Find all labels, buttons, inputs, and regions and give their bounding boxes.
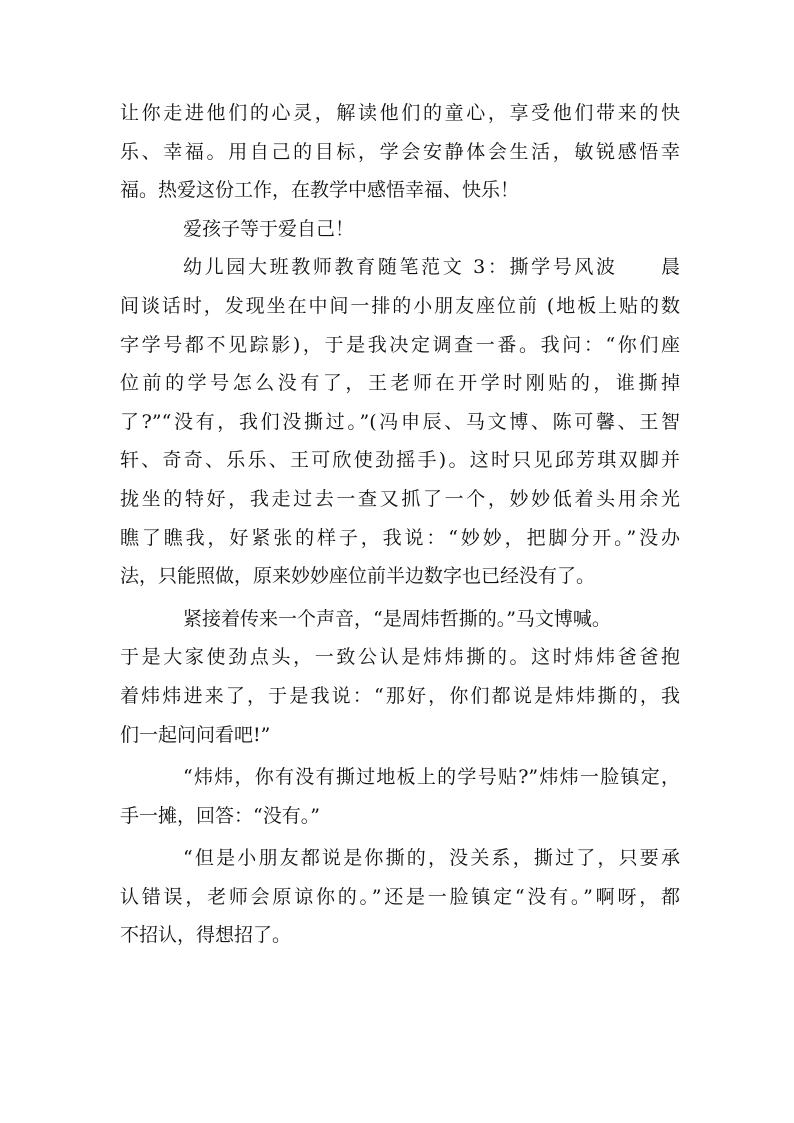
text-line: 间谈话时，发现坐在中间一排的小朋友座位前 (地板上贴的数 — [120, 294, 680, 317]
paragraph-essay-three — [120, 248, 680, 595]
text-line: 位前的学号怎么没有了，王老师在开学时刚贴的，谁撕掉 — [120, 372, 680, 395]
text-line: 手一摊，回答：“没有。” — [120, 804, 320, 827]
text-line: 福。热爱这份工作，在教学中感悟幸福、快乐！ — [120, 179, 520, 202]
text-line: 不招认，得想招了。 — [120, 924, 292, 947]
text-line: 字学号都不见踪影)，于是我决定调查一番。我问：“你们座 — [120, 333, 680, 356]
text-line: 于是大家使劲点头，一致公认是炜炜撕的。这时炜炜爸爸抱 — [120, 646, 680, 669]
text-line: “炜炜，你有没有撕过地板上的学号贴?”炜炜一脸镇定， — [183, 766, 680, 789]
text-line: 幼儿园大班教师教育随笔范文 3：撕学号风波 晨 — [183, 256, 680, 279]
text-line: “但是小朋友都说是你撕的，没关系，撕过了，只要承 — [183, 847, 680, 870]
text-line: 们一起问问看吧!” — [120, 723, 271, 746]
text-line: 紧接着传来一个声音，“是周炜哲撕的。”马文博喊。 — [183, 607, 611, 630]
text-line: 乐、幸福。用自己的目标，学会安静体会生活，敏锐感悟幸 — [120, 140, 680, 163]
paragraph-question — [120, 758, 680, 835]
text-line: 让你走进他们的心灵，解读他们的童心，享受他们带来的快 — [120, 102, 680, 124]
paragraph-zhou-weizhe — [120, 600, 680, 754]
text-line: 爱孩子等于爱自己！ — [183, 217, 355, 240]
paragraph-love-children — [120, 210, 680, 249]
document-body — [120, 94, 680, 955]
text-line: 着炜炜进来了，于是我说：“那好，你们都说是炜炜撕的，我 — [120, 684, 680, 707]
text-line: 瞧了瞧我，好紧张的样子，我说：“妙妙，把脚分开。”没办 — [120, 526, 680, 549]
paragraph-admit — [120, 839, 680, 955]
paragraph-continuation — [120, 94, 680, 210]
text-line: 认错误，老师会原谅你的。”还是一脸镇定“没有。”啊呀，都 — [120, 885, 680, 908]
text-line: 轩、奇奇、乐乐、王可欣使劲摇手)。这时只见邱芳琪双脚并 — [120, 449, 680, 472]
text-line: 拢坐的特好，我走过去一查又抓了一个，妙妙低着头用余光 — [120, 487, 680, 510]
text-line: 了?”“没有，我们没撕过。”(冯申辰、马文博、陈可馨、王智 — [120, 410, 680, 433]
text-line: 法，只能照做，原来妙妙座位前半边数字也已经没有了。 — [120, 565, 596, 588]
